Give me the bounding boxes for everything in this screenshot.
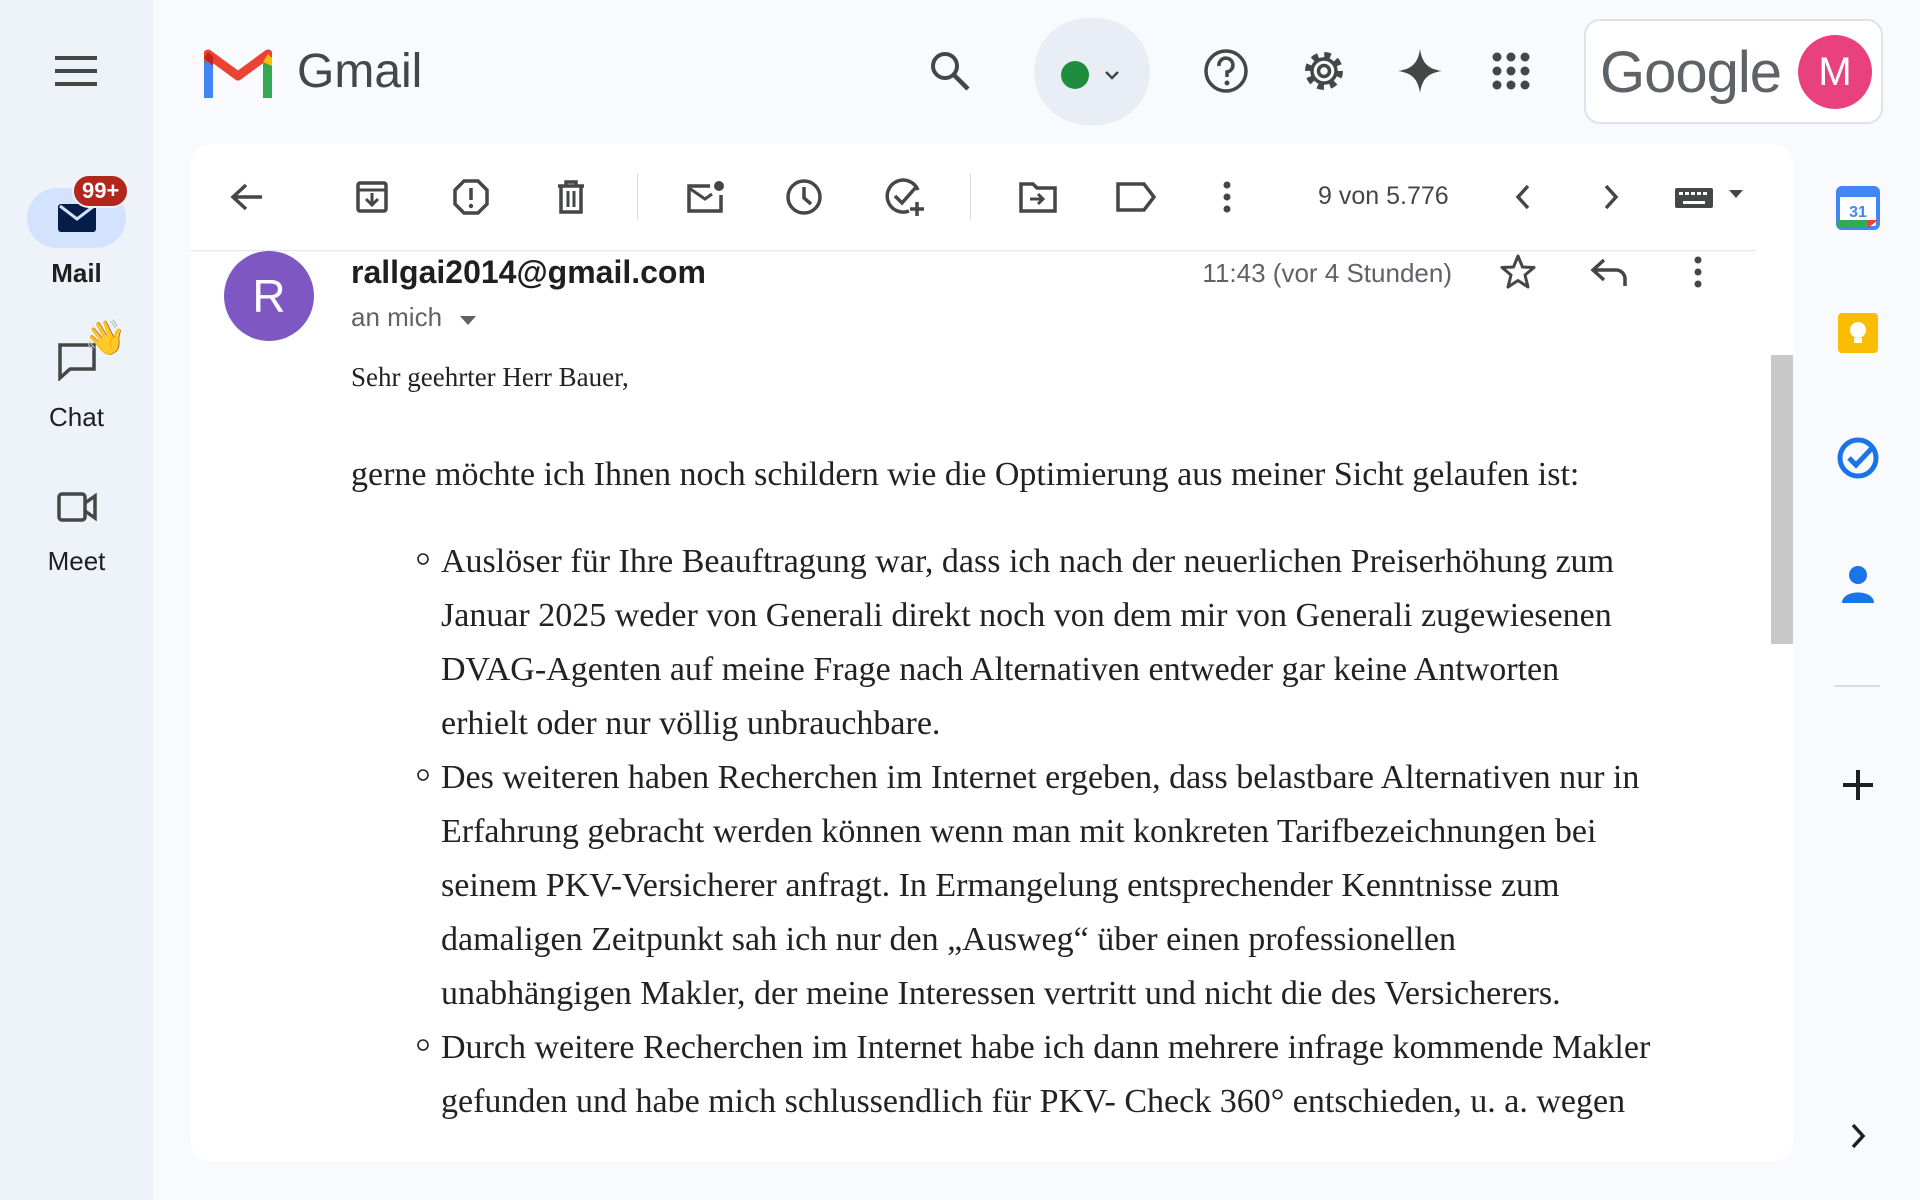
delete-trash-icon[interactable]: [546, 172, 596, 222]
search-icon[interactable]: [925, 46, 975, 96]
nav-chat-label[interactable]: Chat: [49, 402, 104, 432]
tasks-app-icon[interactable]: [1833, 433, 1883, 483]
nav-meet-label[interactable]: Meet: [47, 546, 106, 576]
wave-emoji-icon: 👋: [84, 319, 127, 357]
add-to-tasks-icon[interactable]: [880, 172, 930, 222]
next-chevron-icon[interactable]: [1586, 172, 1636, 222]
previous-chevron-icon[interactable]: [1498, 172, 1548, 222]
google-wordmark: Google: [1600, 40, 1782, 105]
move-to-folder-icon[interactable]: [1013, 172, 1063, 222]
contacts-app-icon[interactable]: [1833, 560, 1883, 610]
bullet-text-line: Erfahrung gebracht werden können wenn man mit konkreten Tarifbezeichnungen bei: [441, 813, 1597, 850]
email-intro: gerne möchte ich Ihnen noch schildern wie die Optimierung aus meiner Sicht gelaufen ist:: [351, 456, 1580, 493]
status-selector[interactable]: [1034, 18, 1150, 125]
side-panel-divider: [1834, 685, 1880, 687]
star-icon[interactable]: [1493, 247, 1543, 297]
account-avatar[interactable]: M: [1798, 35, 1872, 109]
input-tools-keyboard-icon[interactable]: [1671, 172, 1751, 222]
account-switcher[interactable]: [1584, 19, 1883, 124]
bullet-text-line: seinem PKV-Versicherer anfragt. In Ermangelung entsprechender Kenntnisse zum: [441, 867, 1560, 904]
settings-gear-icon[interactable]: [1299, 46, 1349, 96]
sender-email[interactable]: rallgai2014@gmail.com: [351, 254, 706, 290]
archive-icon[interactable]: [347, 172, 397, 222]
help-icon[interactable]: [1201, 46, 1251, 96]
scrollbar-thumb[interactable]: [1771, 355, 1793, 644]
nav-mail-label[interactable]: Mail: [51, 258, 102, 288]
bullet-text-line: DVAG-Agenten auf meine Frage nach Alternativen entweder gar keine Antworten: [441, 651, 1560, 688]
status-dot-icon: [1061, 61, 1089, 89]
bullet-text-line: damaligen Zeitpunkt sah ich nur den „Ausweg“ über einen professionellen: [441, 921, 1456, 958]
recipient-label[interactable]: [351, 302, 477, 333]
bullet-text-line: unabhängigen Makler, der meine Interessen vertritt und nicht die des Versicherers.: [441, 975, 1561, 1012]
add-addon-plus-icon[interactable]: [1833, 760, 1883, 810]
report-spam-icon[interactable]: [446, 172, 496, 222]
keep-app-icon[interactable]: [1833, 308, 1883, 358]
gmail-wordmark: Gmail: [297, 45, 423, 98]
recipient-details-caret-icon: [459, 314, 477, 326]
menu-icon[interactable]: [51, 51, 101, 91]
meet-video-icon[interactable]: [52, 484, 102, 530]
calendar-app-icon[interactable]: [1833, 183, 1883, 233]
bullet-marker-icon: [416, 765, 430, 788]
label-tag-icon[interactable]: [1111, 172, 1161, 222]
expand-side-panel-chevron-icon[interactable]: [1833, 1111, 1883, 1161]
message-more-vert-icon[interactable]: [1673, 247, 1723, 297]
bullet-text-line: gefunden und habe mich schlussendlich für PKV- Check 360° entschieden, u. a. wegen: [441, 1083, 1626, 1120]
email-timestamp: 11:43 (vor 4 Stunden): [1202, 258, 1452, 288]
chevron-down-icon: [1104, 70, 1120, 80]
email-view-card: [191, 144, 1793, 1161]
apps-grid-icon[interactable]: [1486, 46, 1536, 96]
mail-unread-badge: 99+: [72, 174, 129, 208]
more-vert-icon[interactable]: [1202, 172, 1252, 222]
bullet-text-line: Januar 2025 weder von Generali direkt noch von dem mir von Generali zugewiesenen: [441, 597, 1612, 634]
email-greeting: Sehr geehrter Herr Bauer,: [351, 362, 629, 392]
gmail-logo-icon[interactable]: [204, 46, 272, 103]
message-counter: 9 von 5.776: [1318, 182, 1449, 210]
snooze-clock-icon[interactable]: [779, 172, 829, 222]
bullet-text-line: erhielt oder nur völlig unbrauchbare.: [441, 705, 941, 742]
recipient-text: an mich: [351, 302, 443, 332]
mark-unread-icon[interactable]: [681, 172, 731, 222]
bullet-text-line: Auslöser für Ihre Beauftragung war, dass ich nach der neuerlichen Preiserhöhung zum: [441, 543, 1615, 580]
bullet-marker-icon: [416, 549, 430, 572]
bullet-text-line: Des weiteren haben Recherchen im Internet ergeben, dass belastbare Alternativen nur in: [441, 759, 1640, 796]
calendar-day: 31: [1849, 204, 1867, 221]
toolbar-divider: [970, 174, 971, 220]
gemini-sparkle-icon[interactable]: [1395, 46, 1445, 96]
sender-avatar: R: [224, 251, 314, 341]
back-arrow-icon[interactable]: [222, 172, 272, 222]
bullet-marker-icon: [416, 1035, 430, 1058]
bullet-text-line: Durch weitere Recherchen im Internet habe ich dann mehrere infrage kommende Makler: [441, 1029, 1651, 1066]
reply-icon[interactable]: [1584, 247, 1634, 297]
toolbar-divider: [637, 174, 638, 220]
